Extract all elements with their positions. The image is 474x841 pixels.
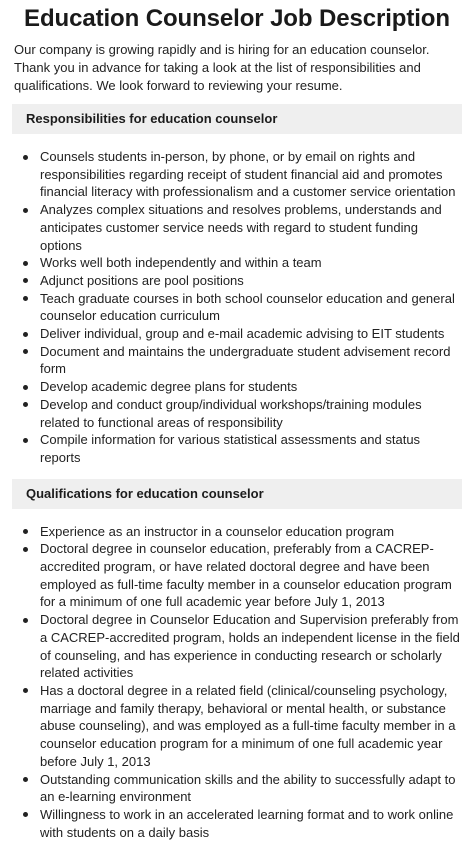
responsibilities-heading: Responsibilities for education counselor: [12, 104, 462, 134]
list-item: [40, 343, 462, 378]
page-title: Education Counselor Job Description: [24, 5, 450, 32]
list-item-text: Deliver individual, group and e-mail academic advising to EIT students: [40, 326, 445, 342]
bullet-icon: [23, 261, 28, 266]
list-item: [40, 611, 462, 682]
list-item-text: Willingness to work in an accelerated learning format and to work online with students on a daily basis: [40, 806, 454, 840]
list-item-text: Counsels students in-person, by phone, or by email on rights and responsibilities regarding receipt of student financial aid and promotes financial literacy with professionalism and a customer service orientation: [40, 149, 456, 200]
bullet-icon: [23, 155, 28, 160]
qualifications-heading: Qualifications for education counselor: [12, 479, 462, 509]
bullet-icon: [23, 438, 28, 443]
list-item: [40, 431, 462, 466]
bullet-icon: [23, 688, 28, 693]
list-item-text: Develop academic degree plans for students: [40, 379, 298, 395]
list-item: [40, 806, 462, 841]
bullet-icon: [23, 812, 28, 817]
bullet-icon: [23, 385, 28, 390]
list-item: [40, 290, 462, 325]
list-item: [40, 396, 462, 431]
list-item-text: Doctoral degree in Counselor Education and Supervision preferably from a CACREP-accredited program, holds an independent license in the field of counseling, and has experience in conducting research or scholarly related activities: [40, 612, 460, 681]
intro-paragraph: Our company is growing rapidly and is hiring for an education counselor. Thank you in advance for taking a look at the list of responsibilities and qualifications. We look forward to reviewing your resume.: [14, 42, 430, 93]
list-item-text: Works well both independently and within a team: [40, 255, 322, 271]
bullet-icon: [23, 529, 28, 534]
responsibilities-section: [12, 104, 462, 467]
list-item-text: Compile information for various statistical assessments and status reports: [40, 432, 421, 465]
list-item: [40, 378, 462, 396]
bullet-icon: [23, 332, 28, 337]
bullet-icon: [23, 208, 28, 213]
list-item-text: Has a doctoral degree in a related field (clinical/counseling psychology, marriage and family therapy, behavioral or mental health, or substance abuse counseling), and was employed as a full-time faculty member in a counselor education program for a minimum of one full academic year before July 1, 2013: [40, 682, 456, 769]
bullet-icon: [23, 278, 28, 283]
list-item-text: Outstanding communication skills and the ability to successfully adapt to an e-learning environment: [40, 771, 456, 805]
list-item-text: Adjunct positions are pool positions: [40, 272, 244, 288]
bullet-icon: [23, 349, 28, 354]
bullet-icon: [23, 547, 28, 552]
list-item: [40, 523, 462, 541]
list-item: [40, 682, 462, 771]
list-item: [40, 148, 462, 201]
list-item: [40, 325, 462, 343]
list-item-text: Document and maintains the undergraduate student advisement record form: [40, 343, 451, 377]
qualifications-section: [12, 479, 462, 841]
list-item-text: Analyzes complex situations and resolves problems, understands and anticipates customer service needs with regard to student funding options: [40, 202, 442, 253]
bullet-icon: [23, 777, 28, 782]
list-item-text: Experience as an instructor in a counselor education program: [40, 523, 395, 539]
bullet-icon: [23, 618, 28, 623]
list-item: [40, 540, 462, 611]
list-item-text: Doctoral degree in counselor education, preferably from a CACREP-accredited program, or have related doctoral degree and have been employed as full-time faculty member in a counselor education program for a minimum of one full academic year before July 1, 2013: [40, 541, 452, 610]
list-item-text: Develop and conduct group/individual workshops/training modules related to functional areas of responsibility: [40, 396, 422, 430]
bullet-icon: [23, 296, 28, 301]
qualifications-list: [12, 523, 462, 841]
list-item: [40, 254, 462, 272]
responsibilities-list: [12, 148, 462, 467]
list-item: [40, 201, 462, 254]
list-item-text: Teach graduate courses in both school counselor education and general counselor education curriculum: [40, 290, 455, 324]
list-item: [40, 272, 462, 290]
bullet-icon: [23, 402, 28, 407]
